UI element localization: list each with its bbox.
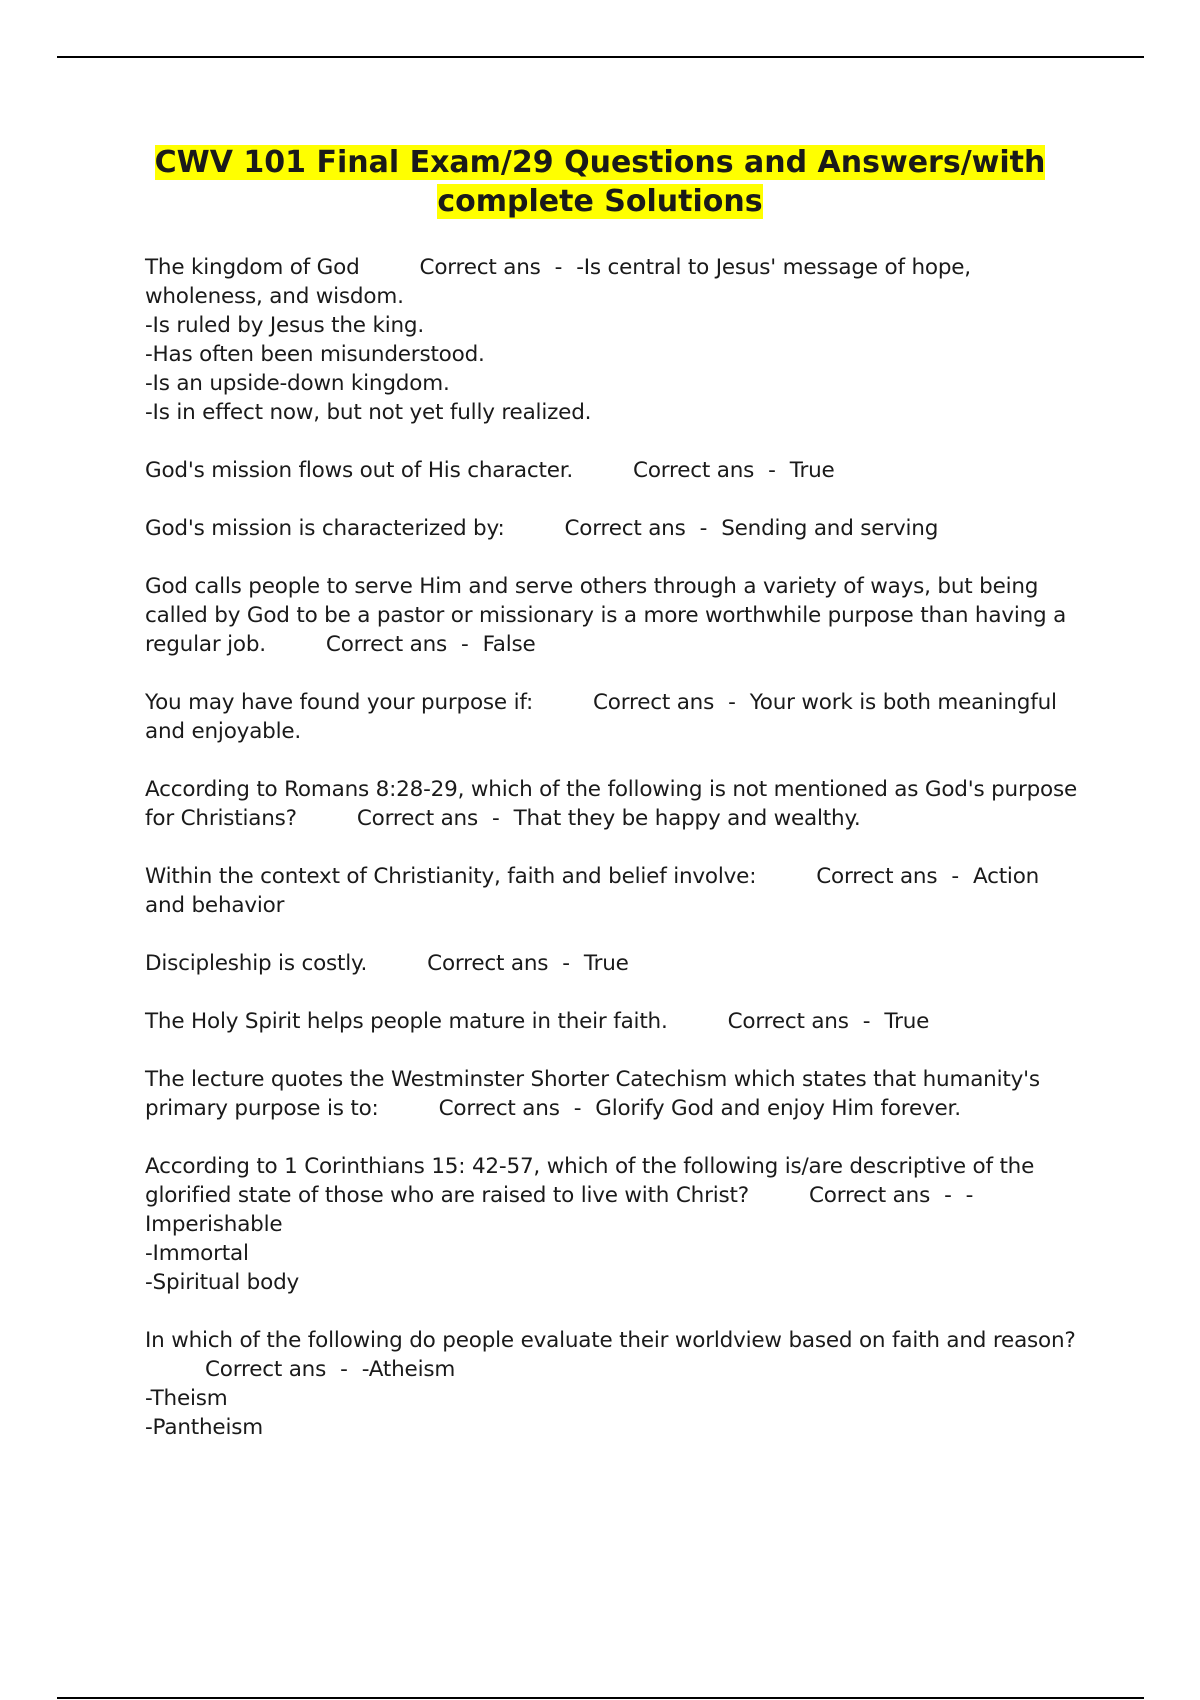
qa-item [145, 775, 1085, 833]
answer-label: Correct ans [427, 951, 549, 976]
qa-item [145, 949, 1085, 978]
answer-text: Your work is both meaningful and enjoyable. [145, 690, 1064, 744]
question-text: God's mission is characterized by: [145, 516, 505, 541]
answer-dash: - [492, 806, 500, 831]
question-text: The Holy Spirit helps people mature in their faith. [145, 1009, 668, 1034]
answer-dash: - [554, 255, 563, 280]
answer-option-line: -Pantheism [145, 1415, 263, 1440]
answer-label: Correct ans [808, 1183, 931, 1208]
answer-text: Glorify God and enjoy Him forever. [595, 1096, 961, 1121]
question-text: You may have found your purpose if: [145, 690, 533, 715]
answer-option-line: -Is an upside-down kingdom. [145, 371, 450, 396]
answer-dash: - [728, 690, 736, 715]
qa-item [145, 1326, 1085, 1442]
qa-list [145, 253, 1085, 1471]
question-text: Discipleship is costly. [145, 951, 368, 976]
document-title [100, 143, 1100, 221]
answer-dash: - [340, 1357, 348, 1382]
question-text: In which of the following do people evaluate their worldview based on faith and reason? [145, 1328, 1076, 1353]
answer-text: -Is central to Jesus' message of hope, wholeness, and wisdom. [145, 255, 978, 309]
qa-item [145, 572, 1085, 659]
answer-text: False [482, 632, 536, 657]
answer-option-line: -Spiritual body [145, 1270, 300, 1295]
answer-text: -Atheism [361, 1357, 456, 1382]
answer-label: Correct ans [816, 864, 938, 889]
answer-label: Correct ans [564, 516, 686, 541]
bottom-rule [57, 1697, 1144, 1699]
answer-label: Correct ans [205, 1357, 327, 1382]
answer-dash: - [562, 951, 570, 976]
answer-dash: - [699, 516, 708, 541]
qa-item [145, 456, 1085, 485]
answer-label: Correct ans [727, 1009, 849, 1034]
answer-dash: - [573, 1096, 582, 1121]
question-text: According to 1 Corinthians 15: 42-57, which of the following is/are descriptive of the glorified state of those who are raised to live with Christ? [145, 1154, 1041, 1208]
answer-label: Correct ans [438, 1096, 560, 1121]
document-title-text: CWV 101 Final Exam/29 Questions and Answers/with complete Solutions [154, 145, 1046, 219]
question-text: God calls people to serve Him and serve others through a variety of ways, but being called by God to be a pastor or missionary is a more worthwhile purpose than having a regular job. [145, 574, 1073, 657]
answer-dash: - [951, 864, 959, 889]
answer-label: Correct ans [633, 458, 755, 483]
qa-item [145, 688, 1085, 746]
answer-option-line: -Is in effect now, but not yet fully realized. [145, 400, 592, 425]
qa-item [145, 1007, 1085, 1036]
question-text: Within the context of Christianity, faith and belief involve: [145, 864, 757, 889]
answer-option-line: -Immortal [145, 1241, 249, 1266]
answer-text: True [583, 951, 629, 976]
answer-text: Sending and serving [721, 516, 939, 541]
answer-dash: - [862, 1009, 871, 1034]
answer-label: Correct ans [419, 255, 541, 280]
qa-item [145, 253, 1085, 427]
answer-option-line: -Is ruled by Jesus the king. [145, 313, 424, 338]
answer-label: Correct ans [356, 806, 478, 831]
answer-label: Correct ans [593, 690, 715, 715]
top-rule [57, 56, 1144, 58]
qa-item [145, 514, 1085, 543]
answer-option-line: -Has often been misunderstood. [145, 342, 485, 367]
question-text: The kingdom of God [145, 255, 360, 280]
answer-text: True [789, 458, 835, 483]
qa-item [145, 1065, 1085, 1123]
answer-text: That they be happy and wealthy. [513, 806, 861, 831]
question-text: The lecture quotes the Westminster Shorter Catechism which states that humanity's primary purpose is to: [145, 1067, 1047, 1121]
answer-dash: - [944, 1183, 952, 1208]
answer-option-line: -Theism [145, 1386, 228, 1411]
question-text: God's mission flows out of His character. [145, 458, 574, 483]
qa-item [145, 862, 1085, 920]
answer-dash: - [461, 632, 469, 657]
qa-item [145, 1152, 1085, 1297]
answer-label: Correct ans [325, 632, 448, 657]
answer-text: Action and behavior [145, 864, 1046, 918]
question-text: According to Romans 8:28-29, which of the following is not mentioned as God's purpose for Christians? [145, 777, 1084, 831]
answer-text: True [884, 1009, 930, 1034]
answer-dash: - [768, 458, 776, 483]
answer-text: - Imperishable [145, 1183, 980, 1237]
